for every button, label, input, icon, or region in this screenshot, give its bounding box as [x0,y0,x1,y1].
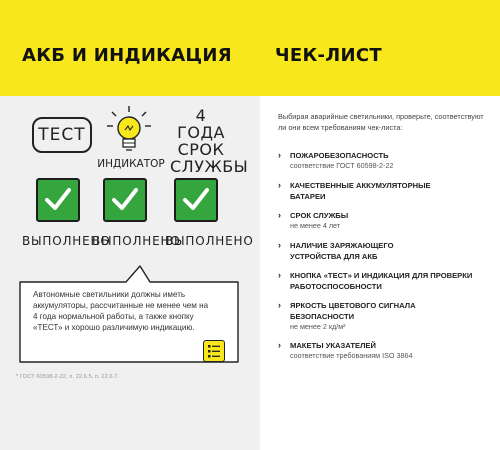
checkmark-icon [36,178,80,222]
service-life-line-3: СЛУЖБЫ [170,157,249,176]
footnote: * ГОСТ 60598-2-22, п. 22.6.5, п. 22.6.7. [16,374,119,380]
done-label: ВЫПОЛНЕНО [92,234,181,248]
arrow-right-icon: › [278,300,281,310]
checklist-item-subtitle: соответствие требованиям ISO 3864 [290,351,413,360]
done-label: ВЫПОЛНЕНО [22,234,111,248]
checklist-item-subtitle: соответствие ГОСТ 60598-2-22 [290,161,394,170]
checklist-item-title: СРОК СЛУЖБЫ [290,211,349,220]
checklist-item-title: КНОПКА «ТЕСТ» И ИНДИКАЦИЯ ДЛЯ ПРОВЕРКИ РАБОТОСПОСОБНОСТИ [290,271,473,291]
checklist-item-title: ПОЖАРОБЕЗОПАСНОСТЬ [290,151,389,160]
checkmark-icon [174,178,218,222]
service-life-line-1: 4 ГОДА [177,106,225,142]
done-label: ВЫПОЛНЕНО [165,234,254,248]
checklist-intro: Выбирая аварийные светильники, проверьте, соответствуют ли они всем требованиям чек-листа: [278,112,484,132]
indicator-label: ИНДИКАТОР [97,158,165,170]
service-life-line-2: СРОК [177,140,225,159]
arrow-right-icon: › [278,150,281,160]
checklist-item-title: ЯРКОСТЬ ЦВЕТОВОГО СИГНАЛА БЕЗОПАСНОСТИ [290,301,416,321]
section-title-checklist: ЧЕК-ЛИСТ [275,45,382,66]
document-list-icon [203,340,225,362]
service-life-label [170,106,249,176]
bubble-text: Автономные светильники должны иметь аккумуляторы, рассчитанные не менее чем на 4 года нормальной работы, а также кнопку «ТЕСТ» и хорошо различимую индикацию. [33,290,209,332]
checkmark-icon [103,178,147,222]
checklist-item-title: КАЧЕСТВЕННЫЕ АККУМУЛЯТОРНЫЕ БАТАРЕИ [290,181,431,201]
arrow-right-icon: › [278,340,281,350]
section-title-battery: АКБ И ИНДИКАЦИЯ [22,45,232,66]
arrow-right-icon: › [278,240,281,250]
arrow-right-icon: › [278,270,281,280]
bulb-icon [104,104,154,156]
checklist-item-subtitle: не менее 2 кд/м² [290,322,346,331]
test-button-illustration: ТЕСТ [32,117,92,153]
checklist-item-subtitle: не менее 4 лет [290,221,341,230]
checklist-item-title: МАКЕТЫ УКАЗАТЕЛЕЙ [290,341,376,350]
checklist-item-title: НАЛИЧИЕ ЗАРЯЖАЮЩЕГО УСТРОЙСТВА ДЛЯ АКБ [290,241,394,261]
arrow-right-icon: › [278,210,281,220]
header-bar [0,0,500,96]
arrow-right-icon: › [278,180,281,190]
